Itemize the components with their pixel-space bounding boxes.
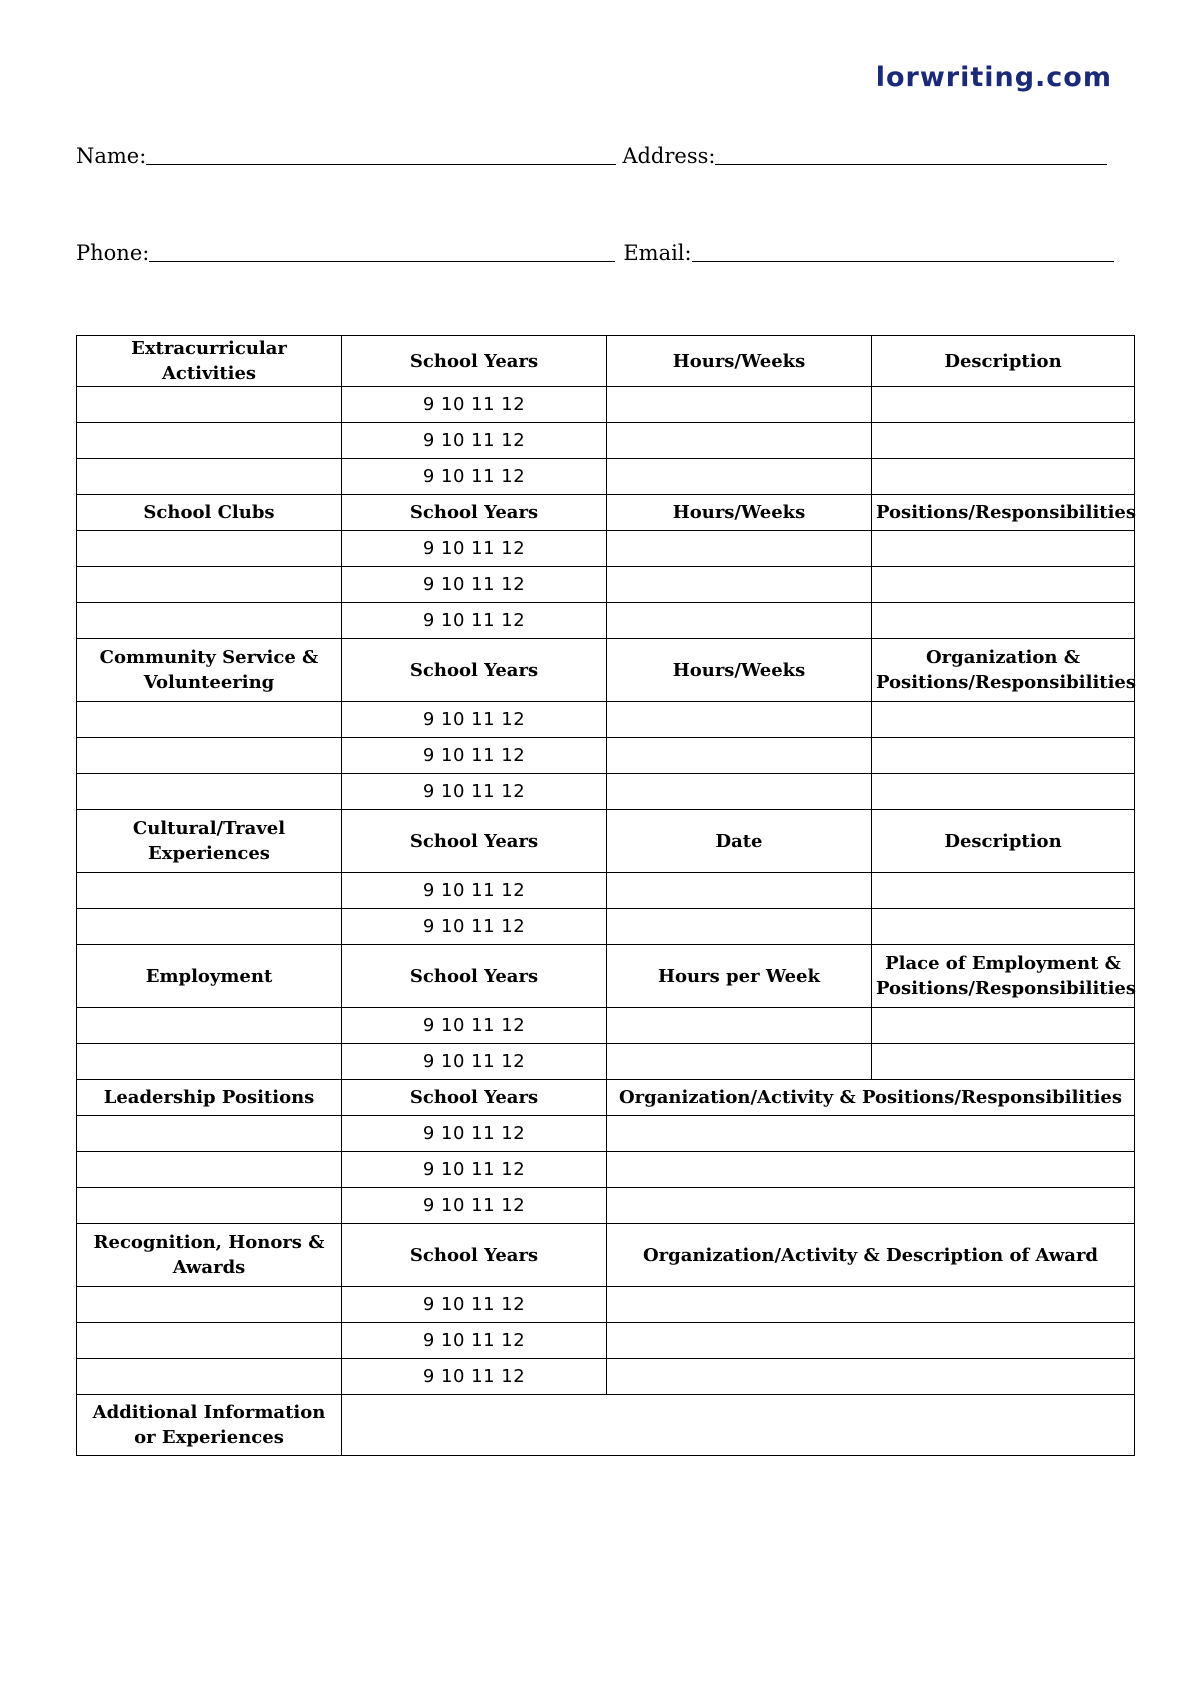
input-cell[interactable] [77,774,342,810]
section-header-recognition [77,1224,1135,1287]
section-header-employment [77,945,1135,1008]
table-row [77,531,1135,567]
table-row [77,567,1135,603]
school-years-cell[interactable]: 9 10 11 12 [342,459,607,495]
school-years-cell[interactable]: 9 10 11 12 [342,1359,607,1395]
input-cell[interactable] [607,387,872,423]
input-cell[interactable] [607,1188,1135,1224]
table-row [77,909,1135,945]
table-row [77,702,1135,738]
header-date: Date [607,810,872,873]
input-cell[interactable] [77,531,342,567]
section-header-cultural [77,810,1135,873]
input-cell[interactable] [77,1116,342,1152]
input-cell[interactable] [607,1008,872,1044]
school-years-cell[interactable]: 9 10 11 12 [342,1287,607,1323]
email-label: Email: [623,241,692,265]
phone-label: Phone: [76,241,150,265]
header-organization-activity-positions: Organization/Activity & Positions/Responsibilities [607,1080,1135,1116]
input-cell[interactable] [607,702,872,738]
input-cell[interactable] [872,387,1135,423]
input-cell[interactable] [872,738,1135,774]
input-cell[interactable] [77,387,342,423]
input-cell[interactable] [607,1116,1135,1152]
header-organization-positions: Organization & Positions/Responsibilities [872,639,1135,702]
school-years-cell[interactable]: 9 10 11 12 [342,603,607,639]
header-hours-weeks: Hours/Weeks [607,336,872,387]
header-extracurricular: Extracurricular Activities [77,336,342,387]
name-field[interactable] [76,144,616,168]
input-cell[interactable] [607,1359,1135,1395]
table-row [77,1323,1135,1359]
header-hours-weeks: Hours/Weeks [607,495,872,531]
input-cell[interactable] [607,738,872,774]
input-cell[interactable] [77,909,342,945]
header-organization-award: Organization/Activity & Description of Award [607,1224,1135,1287]
input-cell[interactable] [77,1323,342,1359]
school-years-cell[interactable]: 9 10 11 12 [342,387,607,423]
header-hours-per-week: Hours per Week [607,945,872,1008]
address-label: Address: [622,144,716,168]
input-cell[interactable] [607,774,872,810]
header-place-of-employment: Place of Employment & Positions/Responsibilities [872,945,1135,1008]
email-field[interactable] [623,241,1113,265]
school-years-cell[interactable]: 9 10 11 12 [342,1044,607,1080]
input-cell[interactable] [872,1044,1135,1080]
school-years-cell[interactable]: 9 10 11 12 [342,1152,607,1188]
school-years-cell[interactable]: 9 10 11 12 [342,774,607,810]
input-cell[interactable] [77,1359,342,1395]
table-row [77,738,1135,774]
header-leadership: Leadership Positions [77,1080,342,1116]
header-employment: Employment [77,945,342,1008]
header-cultural-travel: Cultural/Travel Experiences [77,810,342,873]
school-years-cell[interactable]: 9 10 11 12 [342,531,607,567]
table-row [77,1152,1135,1188]
input-cell[interactable] [607,603,872,639]
input-cell[interactable] [77,423,342,459]
table-row [77,387,1135,423]
phone-email-row [76,241,1114,265]
school-years-cell[interactable]: 9 10 11 12 [342,738,607,774]
school-years-cell[interactable]: 9 10 11 12 [342,1008,607,1044]
table-row [77,1116,1135,1152]
header-description: Description [872,810,1135,873]
section-header-community [77,639,1135,702]
phone-line[interactable] [149,261,615,262]
input-cell[interactable] [77,1188,342,1224]
input-cell[interactable] [872,774,1135,810]
input-cell[interactable] [607,909,872,945]
input-cell[interactable] [872,873,1135,909]
input-cell[interactable] [607,423,872,459]
activities-table [76,335,1135,1456]
brand-logo: lorwriting.com [875,62,1112,93]
school-years-cell[interactable]: 9 10 11 12 [342,909,607,945]
input-cell[interactable] [607,873,872,909]
email-line[interactable] [692,261,1114,262]
table-row [77,603,1135,639]
school-years-cell[interactable]: 9 10 11 12 [342,423,607,459]
table-row [77,1359,1135,1395]
header-school-years: School Years [342,1224,607,1287]
input-cell[interactable] [872,1008,1135,1044]
input-cell[interactable] [77,459,342,495]
phone-field[interactable] [76,241,615,265]
table-row [77,459,1135,495]
header-school-years: School Years [342,945,607,1008]
input-cell[interactable] [77,603,342,639]
school-years-cell[interactable]: 9 10 11 12 [342,1188,607,1224]
input-cell[interactable] [607,1287,1135,1323]
section-additional [77,1395,1135,1456]
header-community-service: Community Service & Volunteering [77,639,342,702]
school-years-cell[interactable]: 9 10 11 12 [342,1323,607,1359]
school-years-cell[interactable]: 9 10 11 12 [342,873,607,909]
table-row [77,873,1135,909]
section-header-clubs [77,495,1135,531]
table-row [77,1008,1135,1044]
additional-info-input[interactable] [342,1395,1135,1456]
name-address-row [76,144,1107,168]
table-row [77,1287,1135,1323]
table-row [77,1188,1135,1224]
school-years-cell[interactable]: 9 10 11 12 [342,1116,607,1152]
header-recognition-honors: Recognition, Honors & Awards [77,1224,342,1287]
input-cell[interactable] [872,567,1135,603]
input-cell[interactable] [607,567,872,603]
header-school-years: School Years [342,1080,607,1116]
header-school-clubs: School Clubs [77,495,342,531]
header-school-years: School Years [342,639,607,702]
input-cell[interactable] [77,873,342,909]
section-header-extracurricular [77,336,1135,387]
input-cell[interactable] [607,459,872,495]
input-cell[interactable] [77,1008,342,1044]
header-description: Description [872,336,1135,387]
school-years-cell[interactable]: 9 10 11 12 [342,567,607,603]
input-cell[interactable] [872,531,1135,567]
input-cell[interactable] [77,738,342,774]
address-line[interactable] [715,164,1107,165]
table-row [77,1044,1135,1080]
input-cell[interactable] [77,1152,342,1188]
input-cell[interactable] [77,1044,342,1080]
input-cell[interactable] [872,423,1135,459]
header-school-years: School Years [342,495,607,531]
header-school-years: School Years [342,336,607,387]
input-cell[interactable] [607,531,872,567]
input-cell[interactable] [607,1044,872,1080]
table-row [77,423,1135,459]
header-hours-weeks: Hours/Weeks [607,639,872,702]
header-positions: Positions/Responsibilities [872,495,1135,531]
section-header-leadership [77,1080,1135,1116]
input-cell[interactable] [872,603,1135,639]
header-additional-information: Additional Information or Experiences [77,1395,342,1456]
input-cell[interactable] [872,702,1135,738]
input-cell[interactable] [77,567,342,603]
input-cell[interactable] [607,1323,1135,1359]
input-cell[interactable] [607,1152,1135,1188]
header-school-years: School Years [342,810,607,873]
table-row [77,774,1135,810]
input-cell[interactable] [77,702,342,738]
input-cell[interactable] [872,459,1135,495]
address-field[interactable] [622,144,1107,168]
school-years-cell[interactable]: 9 10 11 12 [342,702,607,738]
name-line[interactable] [146,164,616,165]
name-label: Name: [76,144,147,168]
input-cell[interactable] [77,1287,342,1323]
input-cell[interactable] [872,909,1135,945]
